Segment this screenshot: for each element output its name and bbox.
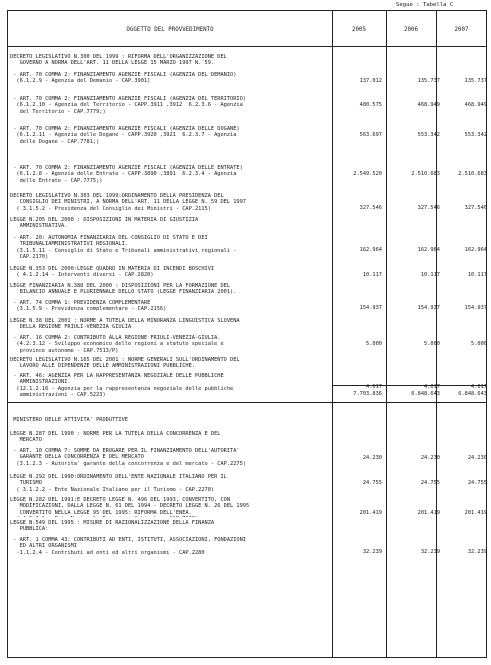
value-2006: 24.755 <box>420 480 440 486</box>
row-description: DECRETO LEGISLATIVO N.300 DEL 1999 : RIFORMA DELL'ORGANIZZAZIONE DEL GOVERNO A NORMA DELL'ART. 11 DELLA LEGGE 15 MARZO 1997 N. 59. <box>10 54 227 67</box>
row-description: - ART. 1 COMMA 43: CONTRIBUTI AD ENTI, ISTITUTI, ASSOCIAZIONI, FONDAZIONI ED ALTRI ORGANISMI -1.1.2.4 - Contributi ad enti ed altri organismi - CAP.2280 <box>13 537 246 556</box>
value-2007: 24.755 <box>467 480 487 486</box>
value-2007: 162.964 <box>464 247 487 253</box>
row-description: - ART. 70 COMMA 2: FINANZIAMENTO AGENZIE FISCALI (AGENZIA DELLE DOGANE) (6.1.2.11 - Agenzia delle Dogane - CAPP.3920 ,3921 6.2.3.7 - Agenzia delle Dogane - CAP.7781;) <box>13 126 240 145</box>
row-description: LEGGE N.353 DEL 2000:LEGGE QUADRO IN MATERIA DI INCENDI BOSCHIVI ( 4.1.2.14 - Interventi diversi - CAP.2820) <box>10 266 215 279</box>
row-description: LEGGE N.549 DEL 1995 : MISURE DI RAZIONALIZZAZIONE DELLA FINANZA PUBBLICA: <box>10 520 215 533</box>
ministry-title: MINISTERO DELLE ATTIVITA' PRODUTTIVE <box>10 417 128 423</box>
value-2006: 2.510.683 <box>411 171 440 177</box>
value-2005: 137.012 <box>359 78 382 84</box>
value-2007: 2.510.683 <box>458 171 487 177</box>
continued-table-note: Segue : Tabella C <box>396 2 454 8</box>
row-description: - ART. 70 COMMA 2: FINANZIAMENTO AGENZIE FISCALI (AGENZIA DEL DEMANIO) (6.1.2.9 - Agenzia del Demanio - CAP.3901) <box>13 72 237 85</box>
row-description: LEGGE N.282 DEL 1991:E DECRETO LEGGE N. 496 DEL 1993, CONVERTITO, CON MODIFICAZIONI, DALLA LEGGE N. 61 DEL 1994 - DECRETO LEGGE N. 26 DEL 1995 CONVERTITO NELLA LEGGE 95 DEL 1995: RIFORMA DELL'ENEA. <box>10 497 250 516</box>
value-2005: 480.575 <box>359 102 382 108</box>
value-2006: 327.546 <box>417 205 440 211</box>
value-2006: 24.230 <box>420 455 440 461</box>
column-header-2005: 2005 <box>352 27 366 33</box>
value-2006: 10.117 <box>420 272 440 278</box>
section-divider <box>8 402 486 403</box>
value-2007: 553.342 <box>464 132 487 138</box>
value-2005: 563.697 <box>359 132 382 138</box>
row-description: LEGGE N.205 DEL 2000 : DISPOSIZIONI IN MATERIA DI GIUSTIZIA AMMINISTRATIVA. <box>10 217 199 230</box>
value-2005: 327.546 <box>359 205 382 211</box>
value-2007: 135.737 <box>464 78 487 84</box>
value-2007: 24.230 <box>467 455 487 461</box>
value-2007: 327.546 <box>464 205 487 211</box>
value-2005: 10.117 <box>362 272 382 278</box>
row-description: LEGGE N.38 DEL 2001 : NORME A TUTELA DELLA MINORANZA LINGUISTICA SLOVENA DELLA REGIONE FRIULI-VENEZIA GIULIA <box>10 318 240 331</box>
value-2005: 201.419 <box>359 510 382 516</box>
row-description: DECRETO LEGISLATIVO N.303 DEL 1999:ORDINAMENTO DELLA PRESIDENZA DEL CONSIGLIO DEI MINISTRI, A NORMA DELL'ART. 11 DELLA LEGGE N. 59 DEL 1997 ( 3.1.5.2 - Presidenza del Consiglio dei Ministri - CAP.2115) <box>10 193 246 212</box>
value-2007: 154.937 <box>464 305 487 311</box>
value-2006: 162.964 <box>417 247 440 253</box>
table-row <box>8 497 487 517</box>
value-2006: 553.342 <box>417 132 440 138</box>
value-2005: 24.230 <box>362 455 382 461</box>
column-header-2007: 2007 <box>454 27 469 33</box>
column-divider <box>332 11 333 657</box>
row-description: LEGGE N.292 DEL 1990:ORDINAMENTO DELL'ENTE NAZIONALE ITALIANO PER IL TURISMO ( 3.1.2.2 - Ente Nazionale Italiano per il Turismo - CAP.2270) <box>10 474 227 493</box>
value-2007: 201.419 <box>464 510 487 516</box>
value-2006: 4.017 <box>424 384 440 390</box>
row-description: - ART. 70 COMMA 2: FINANZIAMENTO AGENZIE FISCALI (AGENZIA DELLE ENTRATE) (6.1.2.8 - Agenzia delle Entrate - CAPP.3890 ,3891 6.2.3.4 - Agenzia delle Entrate - CAP.7775;) <box>13 165 243 184</box>
subtotal-2007: 6.848.643 <box>458 391 487 397</box>
value-2005: 32.239 <box>362 549 382 555</box>
column-header-oggetto: OGGETTO DEL PROVVEDIMENTO <box>126 27 214 33</box>
row-description: - ART. 16 COMMA 2: CONTRIBUTO ALLA REGIONE FRIULI-VENEZIA-GIULIA. (4.2.3.12 - Sviluppo economico delle regioni a statuto speciale e province autonome - CAP.7513/P) <box>13 335 224 354</box>
value-2007: 10.117 <box>467 272 487 278</box>
value-2006: 201.419 <box>417 510 440 516</box>
value-2005: 24.755 <box>362 480 382 486</box>
value-2007: 4.017 <box>471 384 487 390</box>
value-2005: 5.000 <box>366 341 382 347</box>
value-2006: 5.000 <box>424 341 440 347</box>
value-2006: 154.937 <box>417 305 440 311</box>
subtotal-2006: 6.848.643 <box>411 391 440 397</box>
row-description: - ART. 46: AGENZIA PER LA RAPPRESENTANZA NEGOZIALE DELLE PUBBLICHE AMMINISTRAZIONI. (12.1.2.16 - Agenzia per la rappresentanza negoziale delle pubbliche amministrazioni - CAP.5223) <box>13 373 234 399</box>
column-divider <box>386 11 387 657</box>
value-2006: 32.239 <box>420 549 440 555</box>
header-divider <box>8 46 486 47</box>
appropriations-table <box>7 10 487 658</box>
row-description: - ART. 70 COMMA 2: FINANZIAMENTO AGENZIE FISCALI (AGENZIA DEL TERRITORIO) (6.1.2.10 - Agenzia del Territorio - CAPP.3911 ,3912 6.2.3.6 - Agenzia del Territorio - CAP.7779;) <box>13 96 246 115</box>
value-2005: 154.937 <box>359 305 382 311</box>
value-2006: 468.949 <box>417 102 440 108</box>
row-description: LEGGE FINANZIARIA N.388 DEL 2000 : DISPOSIZIONI PER LA FORMAZIONE DEL BILANCIO ANNUALE E PLURIENNALE DELLO STATO (LEGGE FINANZIARIA 2001). <box>10 283 237 296</box>
value-2006: 135.737 <box>417 78 440 84</box>
value-2005: 4.017 <box>366 384 382 390</box>
value-2007: 468.949 <box>464 102 487 108</box>
value-2007: 5.000 <box>471 341 487 347</box>
column-header-2006: 2006 <box>404 27 418 33</box>
value-2005: 2.549.520 <box>353 171 382 177</box>
value-2005: 162.964 <box>359 247 382 253</box>
row-description: - ART. 74 COMMA 1: PREVIDENZA COMPLEMENTARE (3.1.5.9 - Previdenza complementare - CAP.2156) <box>13 300 167 313</box>
row-description: - ART. 10 COMMA 7: SOMME DA EROGARE PER IL FINANZIAMENTO DELL'AUTORITA' GARANTE DELLA CONCORRENZA E DEL MERCATO (3.1.2.3 - Autorita' garante della concorrenza e del mercato - CAP.2275) <box>13 448 246 467</box>
row-description: DECRETO LEGISLATIVO N.165 DEL 2001 : NORME GENERALI SULL'ORDINAMENTO DEL LAVORO ALLE DIPENDENZE DELLE AMMINISTRAZIONI PUBBLICHE. <box>10 357 240 370</box>
subtotal-2005: 7.703.836 <box>353 391 382 397</box>
row-description: LEGGE N.287 DEL 1990 : NORME PER LA TUTELA DELLA CONCORRENZA E DEL MERCATO <box>10 431 221 444</box>
row-description: - ART. 20: AUTONOMIA FINANZIARIA DEL CONSIGLIO DI STATO E DEI TRIBUNALIAMMINISTRATIVI REGIONALI. (3.1.5.11 - Consiglio di Stato e Tribunali amministrativi regionali - CAP.2170) <box>13 235 237 261</box>
value-2007: 32.239 <box>467 549 487 555</box>
